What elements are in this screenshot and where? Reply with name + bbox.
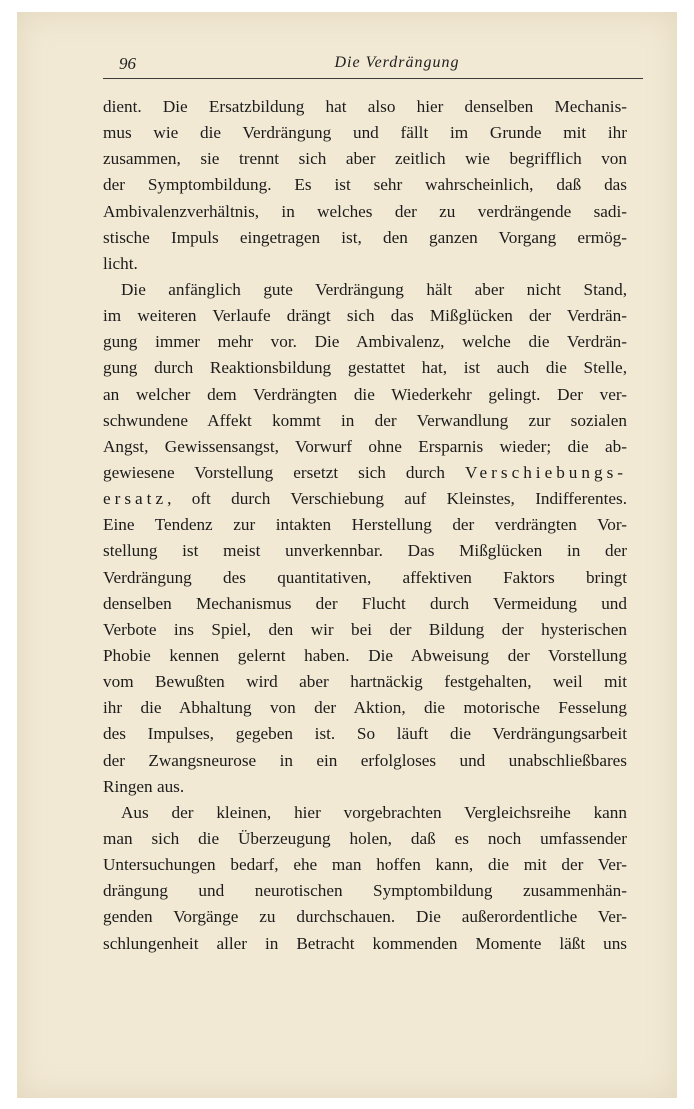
text-line: zusammen, sie trennt sich aber zeitlich wie begrifflich von	[103, 149, 627, 169]
text-line: der Symptombildung. Es ist sehr wahrscheinlich, daß das	[103, 175, 627, 195]
text-line: Eine Tendenz zur intakten Herstellung der verdrängten Vor-	[103, 515, 627, 535]
running-head: Die Verdrängung	[334, 54, 460, 71]
text-line	[103, 460, 627, 486]
text-run: gewiesene Vorstellung ersetzt sich durch	[103, 462, 466, 482]
text-line: drängung und neurotischen Symptombildung zusammenhän-	[103, 881, 627, 901]
text-line: ihr die Abhaltung von der Aktion, die motorische Fesselung	[103, 698, 627, 718]
text-line: genden Vorgänge zu durchschauen. Die außerordentliche Ver-	[103, 907, 627, 927]
text-line: vom Bewußten wird aber hartnäckig festgehalten, weil mit	[103, 672, 627, 692]
paragraph-first-line: Die anfänglich gute Verdrängung hält aber nicht Stand,	[121, 279, 627, 299]
text-line: denselben Mechanismus der Flucht durch Vermeidung und	[103, 593, 627, 613]
text-line: schwundene Affekt kommt in der Verwandlung zur sozialen	[103, 410, 627, 430]
text-line: Verbote ins Spiel, den wir bei der Bildung der hysterischen	[103, 619, 627, 639]
text-line: der Zwangsneurose in ein erfolgloses und unabschließbares	[103, 750, 627, 770]
text-line: Verdrängung des quantitativen, affektiven Faktors bringt	[103, 567, 627, 587]
text-line	[103, 486, 627, 512]
page-number: 96	[119, 54, 136, 73]
text-line: Ambivalenzverhältnis, in welches der zu verdrängende sadi-	[103, 201, 627, 221]
text-line: mus wie die Verdrängung und fällt im Grunde mit ihr	[103, 123, 627, 143]
text-run: , oft durch Verschiebung auf Kleinstes, Indifferentes.	[167, 489, 627, 509]
spaced-term: Verschiebungs-	[465, 462, 627, 482]
text-line: Phobie kennen gelernt haben. Die Abweisung der Vorstellung	[103, 645, 627, 665]
text-line: dient. Die Ersatzbildung hat also hier denselben Mechanis-	[103, 97, 627, 116]
text-line: im weiteren Verlaufe drängt sich das Mißglücken der Verdrän-	[103, 306, 627, 326]
page-header	[103, 52, 643, 79]
text-line: Angst, Gewissensangst, Vorwurf ohne Ersparnis wieder; die ab-	[103, 436, 627, 456]
text-line: Ringen aus.	[103, 776, 185, 796]
spaced-term: ersatz	[103, 489, 168, 509]
text-line: licht.	[103, 253, 138, 273]
text-line: gung durch Reaktionsbildung gestattet hat, ist auch die Stelle,	[103, 358, 627, 378]
text-line: des Impulses, gegeben ist. So läuft die Verdrängungsarbeit	[103, 724, 627, 744]
body-text	[103, 94, 627, 957]
paragraph-first-line: Aus der kleinen, hier vorgebrachten Vergleichsreihe kann	[121, 802, 627, 822]
text-line: man sich die Überzeugung holen, daß es noch umfassender	[103, 828, 627, 848]
text-line: an welcher dem Verdrängten die Wiederkehr gelingt. Der ver-	[103, 384, 627, 404]
text-line: schlungenheit aller in Betracht kommenden Momente läßt uns	[103, 933, 627, 953]
text-line: gung immer mehr vor. Die Ambivalenz, welche die Verdrän-	[103, 332, 627, 352]
text-line: Untersuchungen bedarf, ehe man hoffen kann, die mit der Ver-	[103, 855, 627, 875]
text-line: stische Impuls eingetragen ist, den ganzen Vorgang ermög-	[103, 227, 627, 247]
text-line: stellung ist meist unverkennbar. Das Mißglücken in der	[103, 541, 627, 561]
